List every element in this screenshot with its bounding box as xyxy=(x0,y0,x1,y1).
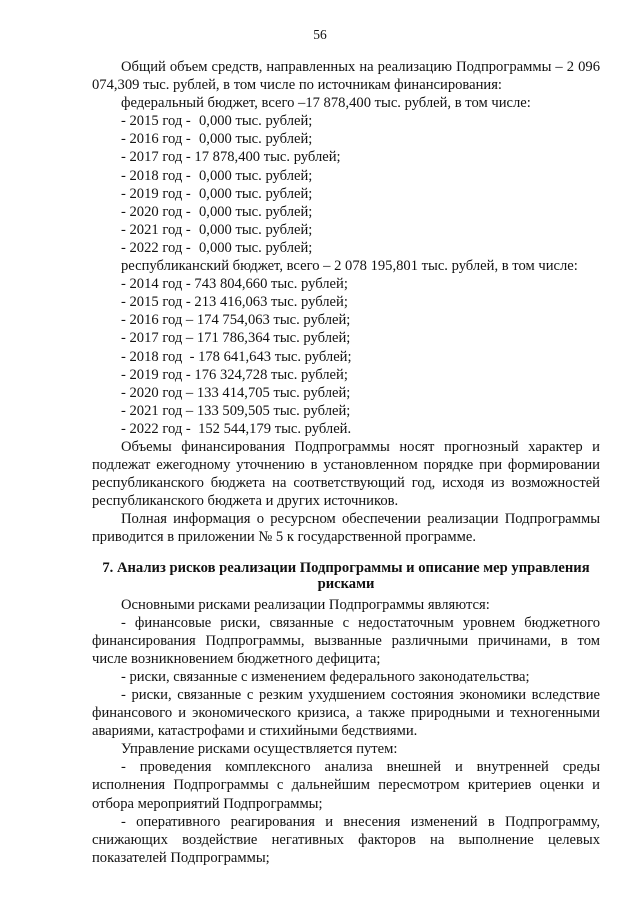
risk-item: - риски, связанные с изменением федерального законодательства; xyxy=(121,668,530,685)
republic-budget-item: - 2014 год - 743 804,660 тыс. рублей; xyxy=(121,276,348,293)
federal-budget-item: - 2017 год - 17 878,400 тыс. рублей; xyxy=(121,149,341,166)
document-body xyxy=(92,58,600,867)
republic-budget-item: - 2021 год – 133 509,505 тыс. рублей; xyxy=(121,402,351,419)
federal-budget-item: - 2018 год - 0,000 тыс. рублей; xyxy=(121,167,313,184)
federal-budget-item: - 2022 год - 0,000 тыс. рублей; xyxy=(121,239,313,256)
federal-budget-header: федеральный бюджет, всего –17 878,400 тыс. рублей, в том числе: xyxy=(121,95,531,112)
republic-budget-list xyxy=(92,275,600,438)
republic-budget-item: - 2019 год - 176 324,728 тыс. рублей; xyxy=(121,366,348,383)
republic-budget-item: - 2018 год - 178 641,643 тыс. рублей; xyxy=(121,348,352,365)
republic-budget-header: республиканский бюджет, всего – 2 078 195,801 тыс. рублей, в том числе: xyxy=(121,258,578,275)
federal-budget-item: - 2021 год - 0,000 тыс. рублей; xyxy=(121,221,313,238)
risk-item: - финансовые риски, связанные с недостаточным уровнем бюджетного финансирования Подпрограммы, вызванные различными причинами, в том числе возникновением бюджетного дефицита; xyxy=(92,614,600,667)
republic-budget-item: - 2016 год – 174 754,063 тыс. рублей; xyxy=(121,312,351,329)
risks-intro: Основными рисками реализации Подпрограммы являются: xyxy=(121,596,490,613)
republic-budget-item: - 2017 год – 171 786,364 тыс. рублей; xyxy=(121,330,351,347)
section-heading: 7. Анализ рисков реализации Подпрограммы и описание мер управления рисками xyxy=(102,559,590,592)
page-number: 56 xyxy=(313,27,327,42)
federal-budget-item: - 2015 год - 0,000 тыс. рублей; xyxy=(121,113,313,130)
management-intro: Управление рисками осуществляется путем: xyxy=(121,741,398,758)
management-item: - оперативного реагирования и внесения изменений в Подпрограмму, снижающих воздействие негативных факторов на выполнение целевых показателей Подпрограммы; xyxy=(92,813,600,866)
federal-budget-item: - 2020 год - 0,000 тыс. рублей; xyxy=(121,203,313,220)
republic-budget-item: - 2020 год – 133 414,705 тыс. рублей; xyxy=(121,384,351,401)
republic-budget-item: - 2015 год - 213 416,063 тыс. рублей; xyxy=(121,294,348,311)
republic-budget-item: - 2022 год - 152 544,179 тыс. рублей. xyxy=(121,420,352,437)
forecast-paragraph: Объемы финансирования Подпрограммы носят прогнозный характер и подлежат ежегодному уточнению в установленном порядке при формировании республиканского бюджета на соответствующий год, исходя из возможностей республиканского бюджета и других источников. xyxy=(92,438,600,510)
federal-budget-item: - 2016 год - 0,000 тыс. рублей; xyxy=(121,131,313,148)
federal-budget-list xyxy=(92,112,600,257)
federal-budget-item: - 2019 год - 0,000 тыс. рублей; xyxy=(121,185,313,202)
risk-item: - риски, связанные с резким ухудшением состояния экономики вследствие финансового и экономического кризиса, а также природными и техногенными авариями, катастрофами и стихийными бедствиями. xyxy=(92,687,600,740)
full-info-paragraph: Полная информация о ресурсном обеспечении реализации Подпрограммы приводится в приложении № 5 к государственной программе. xyxy=(92,511,600,546)
funding-intro-paragraph: Общий объем средств, направленных на реализацию Подпрограммы – 2 096 074,309 тыс. рублей, в том числе по источникам финансирования: xyxy=(92,59,600,94)
management-item: - проведения комплексного анализа внешней и внутренней среды исполнения Подпрограммы с дальнейшим пересмотром критериев оценки и отбора мероприятий Подпрограммы; xyxy=(92,759,600,812)
